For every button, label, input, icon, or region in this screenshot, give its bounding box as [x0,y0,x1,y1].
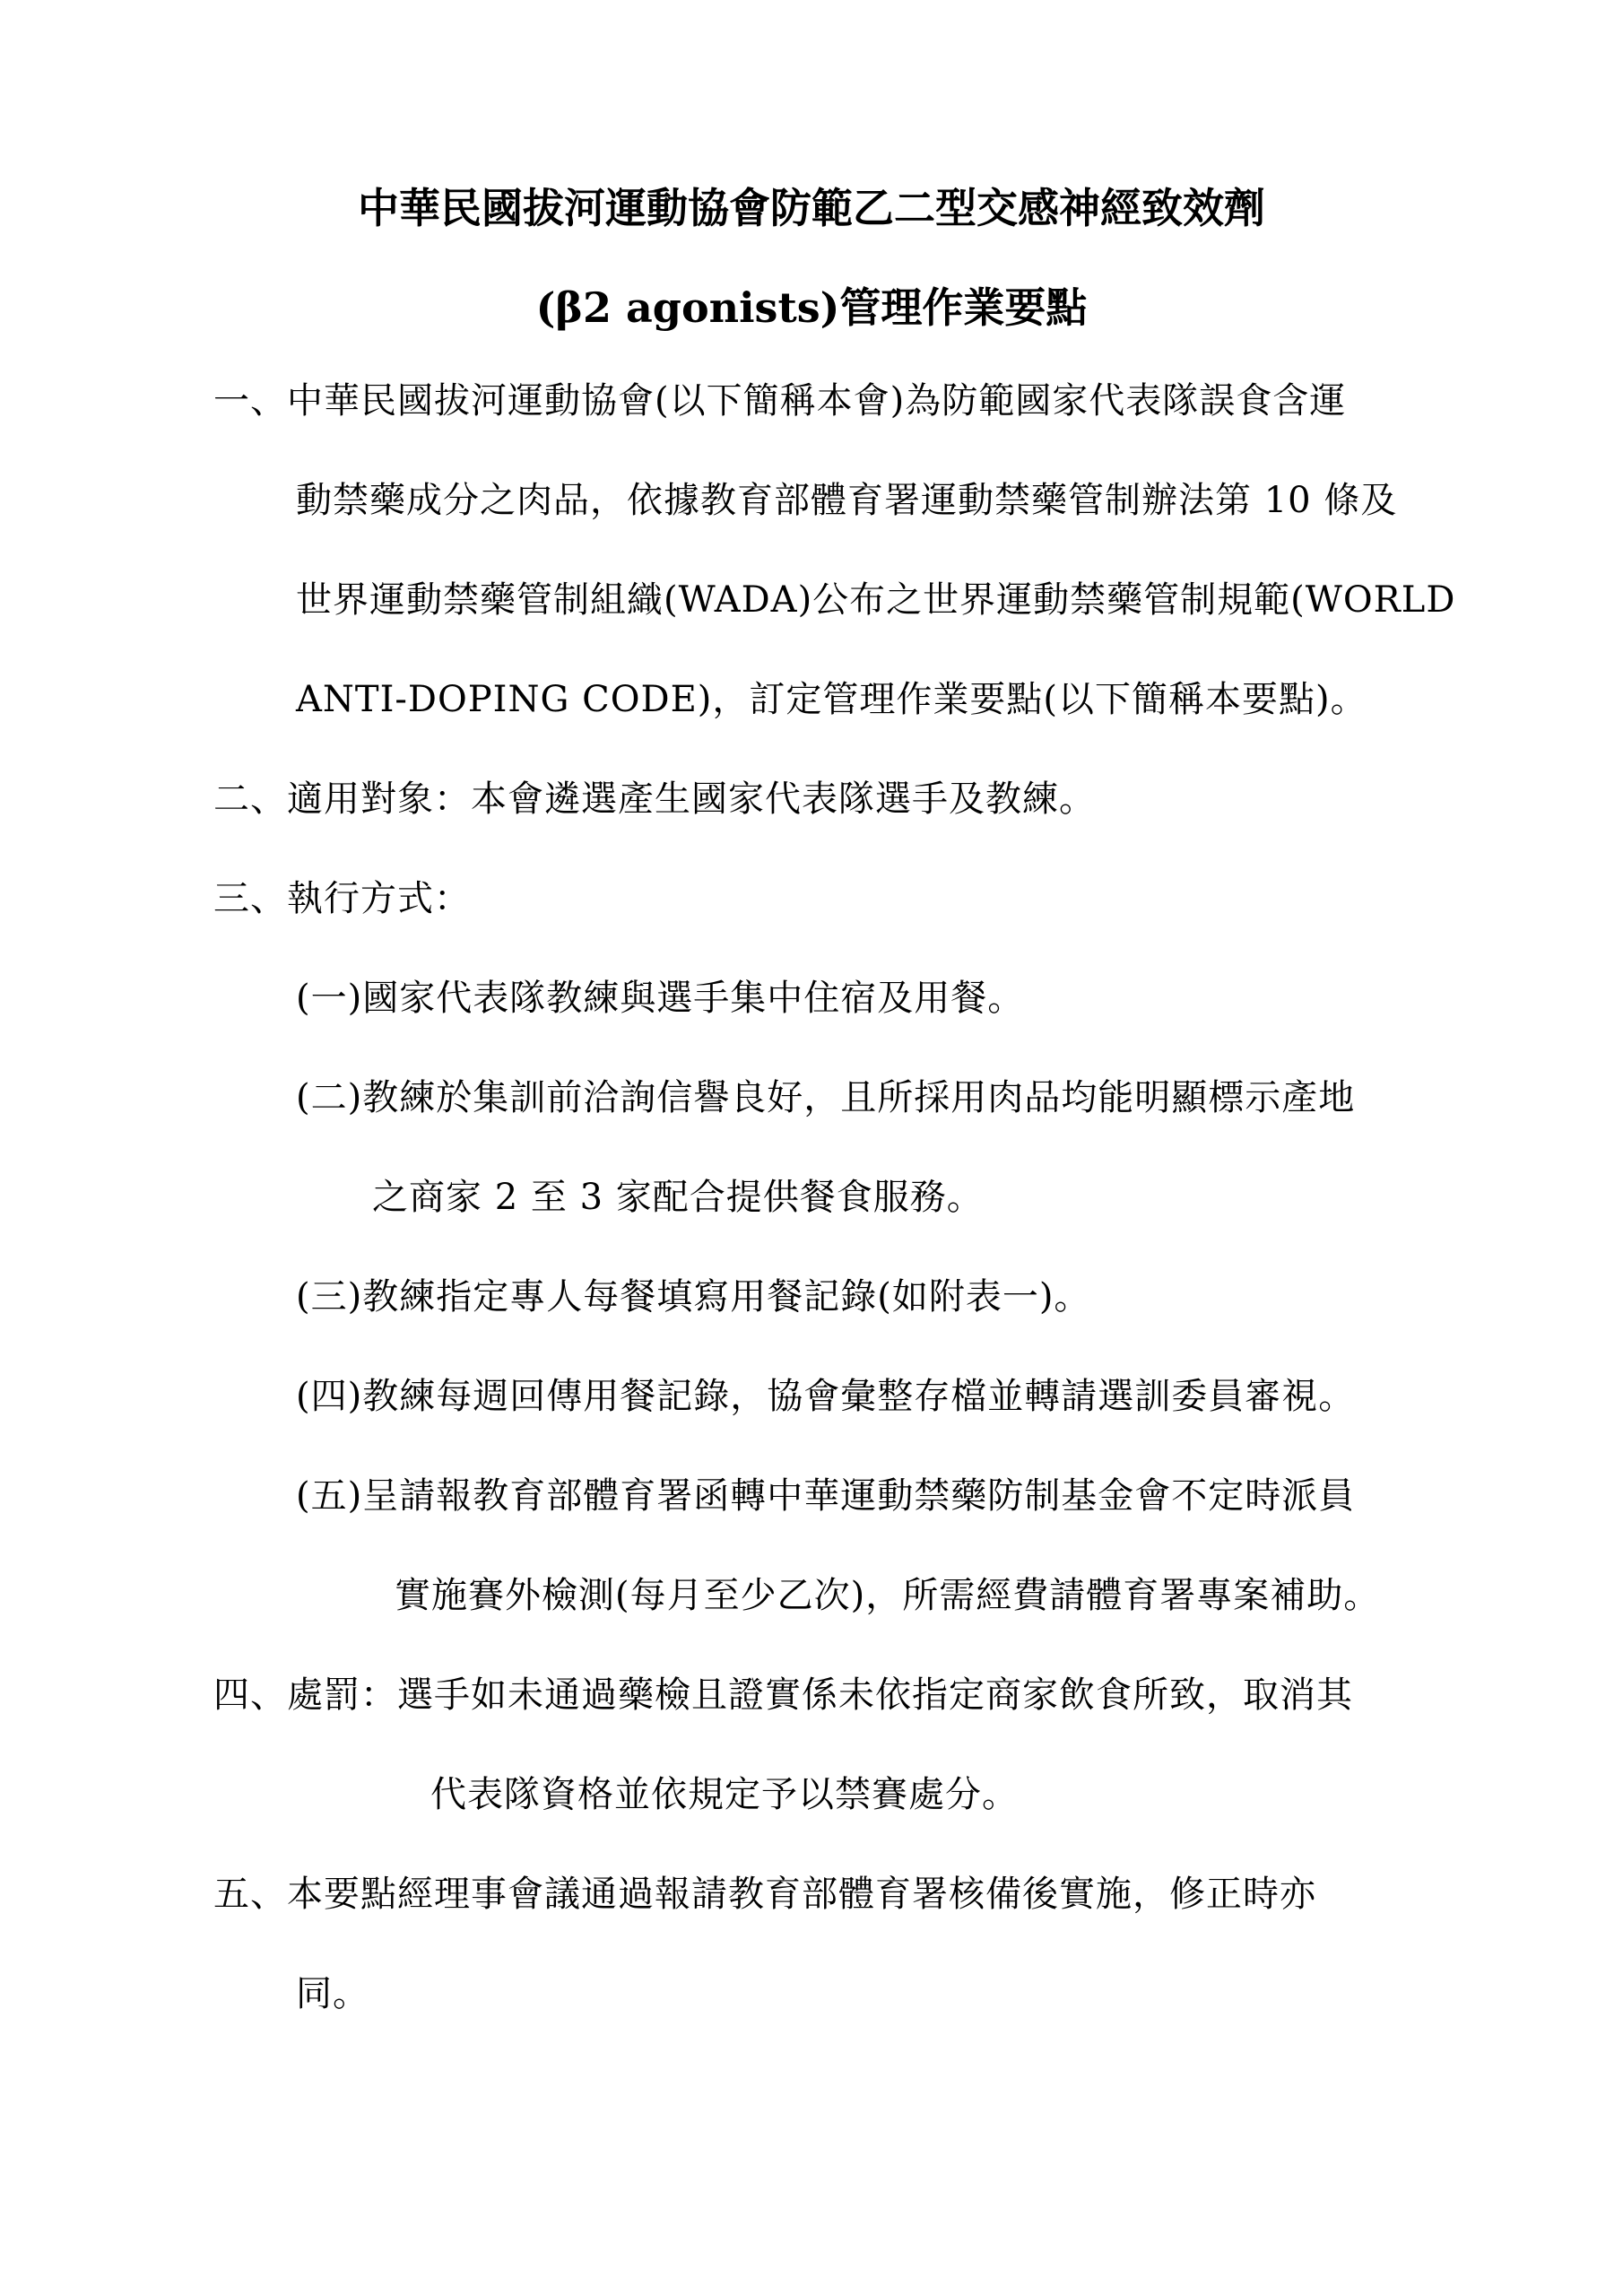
section-3-item-2-line-1: (二)教練於集訓前洽詢信譽良好，且所採用肉品均能明顯標示產地 [296,1077,1356,1118]
section-1-line-2: 動禁藥成分之肉品，依據教育部體育署運動禁藥管制辦法第 10 條及 [296,480,1398,521]
section-5-line-1: 五、本要點經理事會議通過報請教育部體育署核備後實施，修正時亦 [213,1874,1316,1915]
section-3-item-5-line-2: 實施賽外檢測(每月至少乙次)，所需經費請體育署專案補助。 [395,1575,1381,1616]
section-1-line-3: 世界運動禁藥管制組織(WADA)公布之世界運動禁藥管制規範(WORLD [296,579,1456,621]
document-title-line-1: 中華民國拔河運動協會防範乙二型交感神經致效劑 [358,184,1265,232]
section-3-item-1: (一)國家代表隊教練與選手集中住宿及用餐。 [296,978,1025,1019]
section-3-item-3: (三)教練指定專人每餐填寫用餐記錄(如附表一)。 [296,1276,1091,1318]
section-3-item-4: (四)教練每週回傳用餐記錄，協會彙整存檔並轉請選訓委員審視。 [296,1376,1356,1417]
section-3-item-2-line-2: 之商家 2 至 3 家配合提供餐食服務。 [372,1177,984,1218]
section-4-line-2: 代表隊資格並依規定予以禁賽處分。 [430,1774,1019,1815]
section-1-line-4: ANTI-DOPING CODE)，訂定管理作業要點(以下簡稱本要點)。 [296,679,1367,720]
section-1-line-1: 一、中華民國拔河運動協會(以下簡稱本會)為防範國家代表隊誤食含運 [213,380,1347,422]
section-4-line-1: 四、處罰：選手如未通過藥檢且證實係未依指定商家飲食所致，取消其 [213,1674,1353,1716]
document-title-line-2: (β2 agonists)管理作業要點 [535,283,1088,332]
section-3-item-5-line-1: (五)呈請報教育部體育署函轉中華運動禁藥防制基金會不定時派員 [296,1475,1356,1517]
section-5-line-2: 同。 [296,1973,369,2014]
section-3-heading: 三、執行方式： [213,878,471,919]
section-2-line-1: 二、適用對象：本會遴選產生國家代表隊選手及教練。 [213,778,1096,820]
